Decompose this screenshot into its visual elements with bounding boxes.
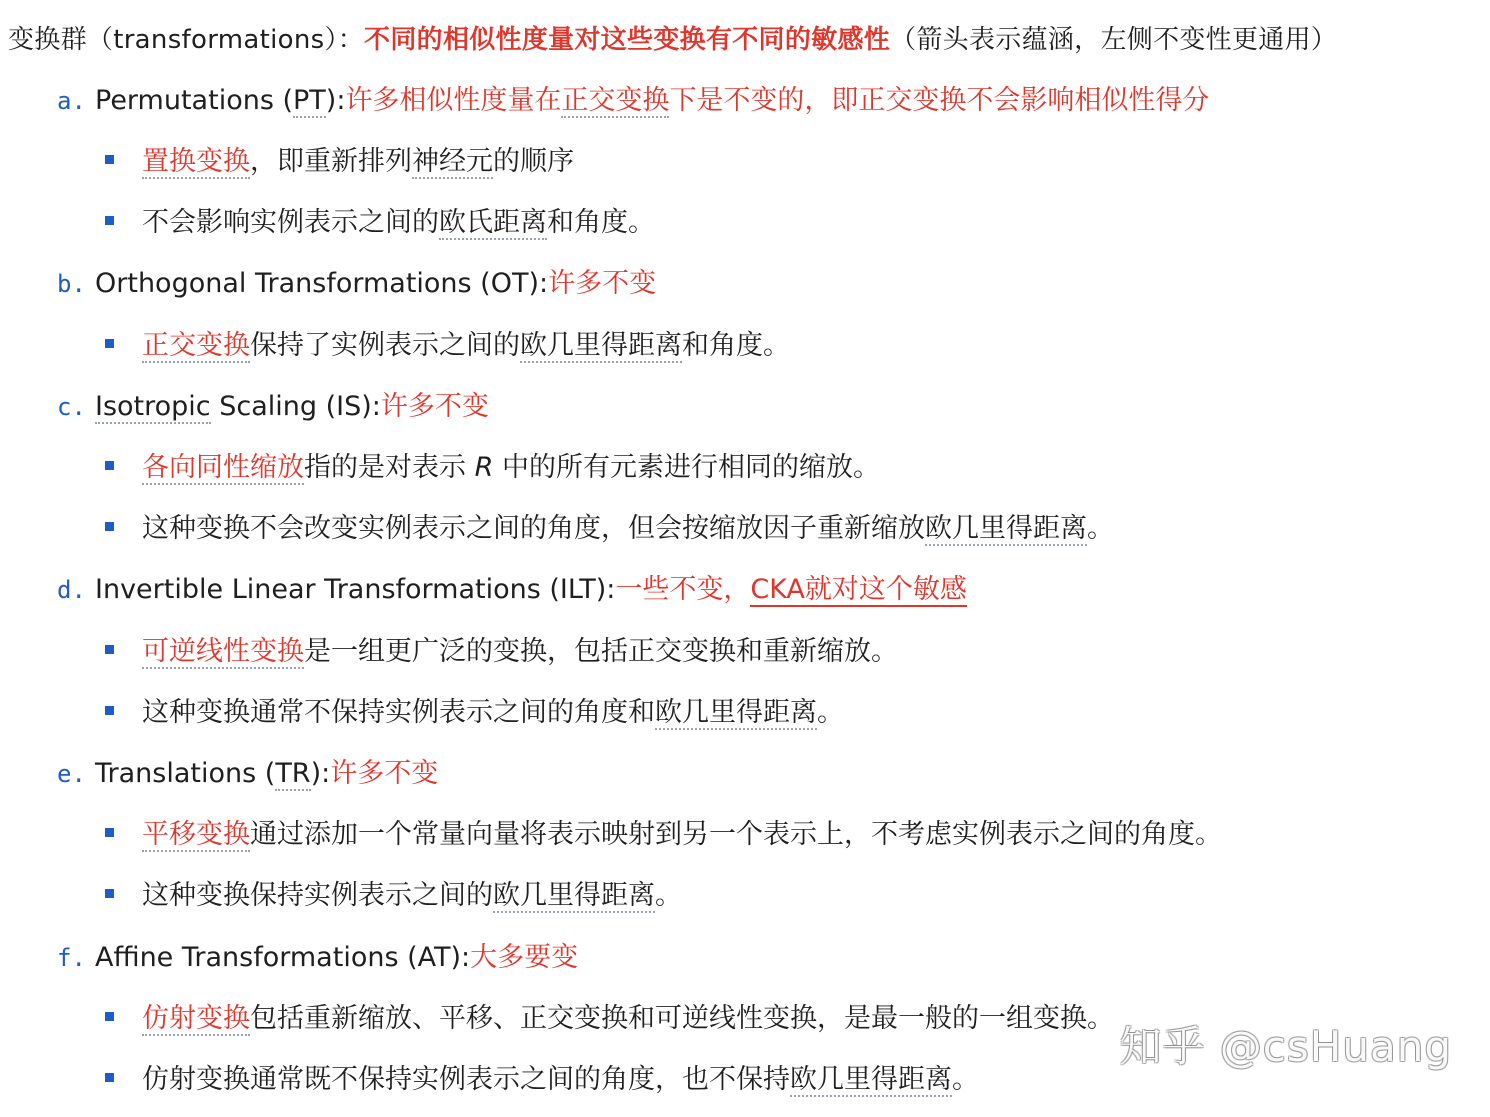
sub-item-text: 仿射变换通常既不保持实例表示之间的角度，也不保持: [142, 1064, 790, 1095]
square-bullet-icon: [105, 522, 114, 531]
item-name: Orthogonal Transformations (OT):: [95, 268, 549, 299]
sub-item-text: ，即重新排列: [250, 146, 412, 177]
sub-item-text: 的顺序: [493, 146, 574, 177]
sub-item: [105, 203, 655, 243]
square-bullet-icon: [105, 1073, 114, 1082]
item-name-text: ):: [310, 758, 331, 789]
sub-item-term: 正交变换: [142, 330, 250, 361]
item-name-text: ):: [325, 85, 346, 116]
sub-item-text: 指的是对表示: [304, 452, 475, 483]
item-note-emphasis: CKA就对这个敏感: [750, 574, 967, 605]
heading-suffix: （箭头表示蕴涵，左侧不变性更通用）: [890, 25, 1338, 55]
sub-item-term: 欧几里得距离: [493, 880, 655, 911]
item-name: [95, 85, 345, 118]
item-note-text: 许多相似性度量在: [345, 85, 562, 116]
list-item-isotropic-scaling: [57, 387, 489, 427]
sub-item-text: 。: [817, 697, 844, 728]
list-item-orthogonal: [57, 264, 656, 304]
sub-item-term: 欧几里得距离: [925, 513, 1087, 544]
item-name: Affine Transformations (AT):: [95, 942, 471, 973]
list-item-invertible-linear: [57, 570, 967, 610]
square-bullet-icon: [105, 155, 114, 164]
sub-item-text: 和角度。: [682, 330, 790, 361]
square-bullet-icon: [105, 216, 114, 225]
sub-item: [105, 876, 682, 916]
square-bullet-icon: [105, 706, 114, 715]
list-marker: a.: [57, 87, 86, 115]
sub-item-term: 平移变换: [142, 819, 250, 850]
sub-item-term: 欧几里得距离: [520, 330, 682, 361]
sub-item-text: 这种变换保持实例表示之间的: [142, 880, 493, 911]
sub-item-text: 通过添加一个常量向量将表示映射到另一个表示上，不考虑实例表示之间的角度。: [250, 819, 1222, 850]
heading-highlight: 不同的相似性度量对这些变换有不同的敏感性: [364, 25, 891, 55]
sub-item-text: 这种变换通常不保持实例表示之间的角度和: [142, 697, 655, 728]
sub-item: [105, 326, 790, 366]
item-name: [95, 391, 381, 424]
sub-item-term: 神经元: [412, 146, 493, 177]
list-item-affine: [57, 938, 578, 978]
square-bullet-icon: [105, 889, 114, 898]
item-note-text: 一些不变，: [615, 574, 751, 605]
sub-item-text: 不会影响实例表示之间的: [142, 207, 439, 238]
item-note: 许多不变: [330, 758, 439, 789]
sub-item-term: 欧氏距离: [439, 207, 547, 238]
item-name-abbr: PT: [293, 85, 326, 116]
sub-item-text: 。: [1087, 513, 1114, 544]
math-symbol: R: [474, 452, 494, 483]
list-marker: f.: [57, 944, 86, 972]
sub-item: [105, 509, 1114, 549]
sub-item-text: 。: [952, 1064, 979, 1095]
item-name: [95, 758, 330, 791]
heading-prefix: 变换群（transformations）：: [8, 25, 365, 55]
item-note: [345, 85, 1209, 118]
sub-item: [105, 1060, 979, 1100]
item-note: 许多不变: [548, 268, 657, 299]
square-bullet-icon: [105, 461, 114, 470]
sub-item-text: 包括重新缩放、平移、正交变换和可逆线性变换，是最一般的一组变换。: [250, 1003, 1114, 1034]
item-name-term: Isotropic: [95, 391, 211, 422]
section-heading: [8, 20, 1337, 60]
item-note-text: 下是不变的，即正交变换不会影响相似性得分: [669, 85, 1210, 116]
sub-item: [105, 632, 898, 672]
sub-item: [105, 142, 574, 182]
sub-item-text: 是一组更广泛的变换，包括正交变换和重新缩放。: [304, 636, 898, 667]
sub-item-text: 和角度。: [547, 207, 655, 238]
sub-item: [105, 693, 844, 733]
watermark: 知乎 @csHuang: [1119, 1022, 1452, 1071]
sub-item-text: 中的所有元素进行相同的缩放。: [493, 452, 880, 483]
list-item-permutations: [57, 81, 1209, 121]
list-marker: b.: [57, 270, 86, 298]
item-note: 大多要变: [470, 942, 579, 973]
sub-item-term: 可逆线性变换: [142, 636, 304, 667]
item-name-text: Permutations (: [95, 85, 294, 116]
sub-item-text: 。: [655, 880, 682, 911]
item-name: Invertible Linear Transformations (ILT):: [95, 574, 616, 605]
item-note-term: 正交变换: [561, 85, 670, 116]
square-bullet-icon: [105, 645, 114, 654]
sub-item: [105, 448, 880, 488]
square-bullet-icon: [105, 828, 114, 837]
item-note: 许多不变: [380, 391, 489, 422]
item-name-text: Scaling (IS):: [210, 391, 381, 422]
sub-item: [105, 999, 1114, 1039]
sub-item-term: 置换变换: [142, 146, 250, 177]
sub-item-text: 保持了实例表示之间的: [250, 330, 520, 361]
sub-item: [105, 815, 1222, 855]
item-name-abbr: TR: [275, 758, 311, 789]
sub-item-term: 欧几里得距离: [790, 1064, 952, 1095]
sub-item-text: 这种变换不会改变实例表示之间的角度，但会按缩放因子重新缩放: [142, 513, 925, 544]
square-bullet-icon: [105, 339, 114, 348]
list-marker: c.: [57, 393, 86, 421]
sub-item-term: 各向同性缩放: [142, 452, 304, 483]
list-marker: d.: [57, 576, 86, 604]
item-name-text: Translations (: [95, 758, 276, 789]
list-marker: e.: [57, 760, 86, 788]
square-bullet-icon: [105, 1012, 114, 1021]
sub-item-term: 欧几里得距离: [655, 697, 817, 728]
item-note: [615, 574, 967, 607]
sub-item-term: 仿射变换: [142, 1003, 250, 1034]
list-item-translations: [57, 754, 438, 794]
